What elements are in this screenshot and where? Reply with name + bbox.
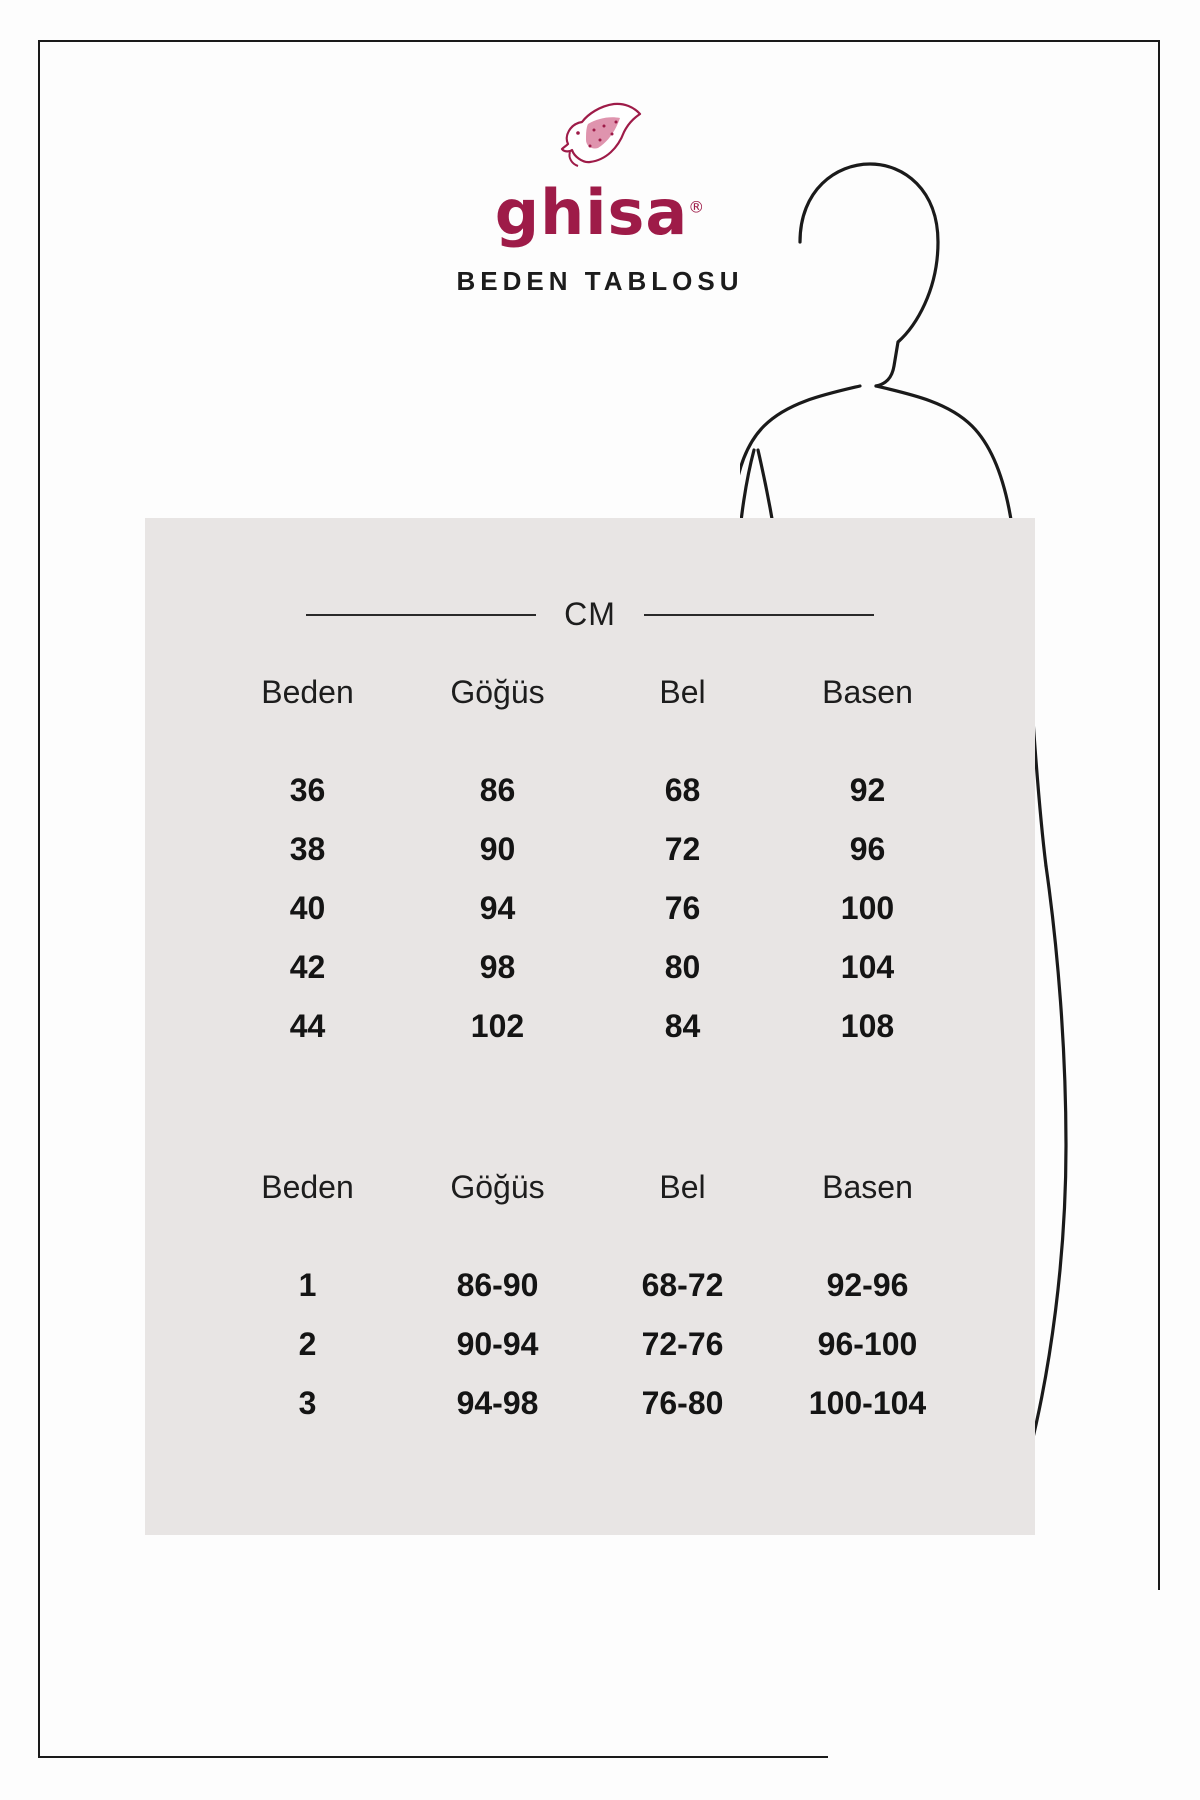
cell-bel: 68-72 (641, 1267, 724, 1303)
cell-beden: 1 (298, 1267, 317, 1303)
cell-basen: 108 (840, 1008, 895, 1044)
cell-bel: 68 (664, 772, 701, 808)
cell-bel: 76 (664, 890, 701, 926)
table-row (215, 820, 965, 879)
page-title: BEDEN TABLOSU (456, 266, 744, 296)
column-header-gogus: Göğüs (450, 674, 545, 710)
cell-basen: 96 (849, 831, 886, 867)
cell-beden: 36 (289, 772, 326, 808)
table-row (215, 1374, 965, 1433)
cell-beden: 44 (289, 1008, 326, 1044)
column-header-beden: Beden (261, 1169, 354, 1205)
table-row (215, 997, 965, 1056)
column-header-basen: Basen (822, 674, 913, 710)
frame-border-left (38, 40, 40, 1758)
cell-basen: 92-96 (826, 1267, 909, 1303)
table-row (215, 1315, 965, 1374)
column-header-beden: Beden (261, 674, 354, 710)
cell-basen: 96-100 (817, 1326, 918, 1362)
frame-border-top (38, 40, 1160, 42)
cell-basen: 92 (849, 772, 886, 808)
cell-gogus: 98 (479, 949, 516, 985)
cell-bel: 80 (664, 949, 701, 985)
cell-gogus: 94 (479, 890, 516, 926)
cell-gogus: 90-94 (456, 1326, 539, 1362)
cell-bel: 84 (664, 1008, 701, 1044)
column-header-gogus: Göğüs (450, 1169, 545, 1205)
cell-bel: 72 (664, 831, 701, 867)
table-row (215, 938, 965, 997)
registered-mark: ® (688, 197, 706, 217)
column-header-basen: Basen (822, 1169, 913, 1205)
divider-right (644, 614, 874, 616)
frame-border-bottom (38, 1756, 828, 1758)
chart-header (0, 100, 1200, 297)
table-header-row (215, 1168, 965, 1256)
cell-gogus: 86 (479, 772, 516, 808)
unit-label: CM (564, 596, 616, 632)
numeric-size-table (215, 673, 965, 1056)
cell-gogus: 102 (470, 1008, 525, 1044)
cell-basen: 100 (840, 890, 895, 926)
cell-basen: 104 (840, 949, 895, 985)
column-header-bel: Bel (659, 1169, 706, 1205)
brand-logo (494, 176, 706, 249)
size-table-panel (145, 518, 1035, 1535)
table-row (215, 1256, 965, 1315)
cell-beden: 2 (298, 1326, 317, 1362)
column-header-bel: Bel (659, 674, 706, 710)
cell-beden: 40 (289, 890, 326, 926)
cell-gogus: 86-90 (456, 1267, 539, 1303)
table-row (215, 761, 965, 820)
cell-bel: 76-80 (641, 1385, 724, 1421)
table-row (215, 879, 965, 938)
divider-left (306, 614, 536, 616)
table-header-row (215, 673, 965, 761)
cell-beden: 42 (289, 949, 326, 985)
range-size-table (215, 1168, 965, 1433)
bird-icon (554, 100, 646, 174)
cell-gogus: 94-98 (456, 1385, 539, 1421)
cell-bel: 72-76 (641, 1326, 724, 1362)
brand-name: ghisa (494, 176, 689, 249)
cell-basen: 100-104 (808, 1385, 927, 1421)
cell-beden: 3 (298, 1385, 317, 1421)
unit-divider-row (145, 596, 1035, 633)
cell-gogus: 90 (479, 831, 516, 867)
cell-beden: 38 (289, 831, 326, 867)
